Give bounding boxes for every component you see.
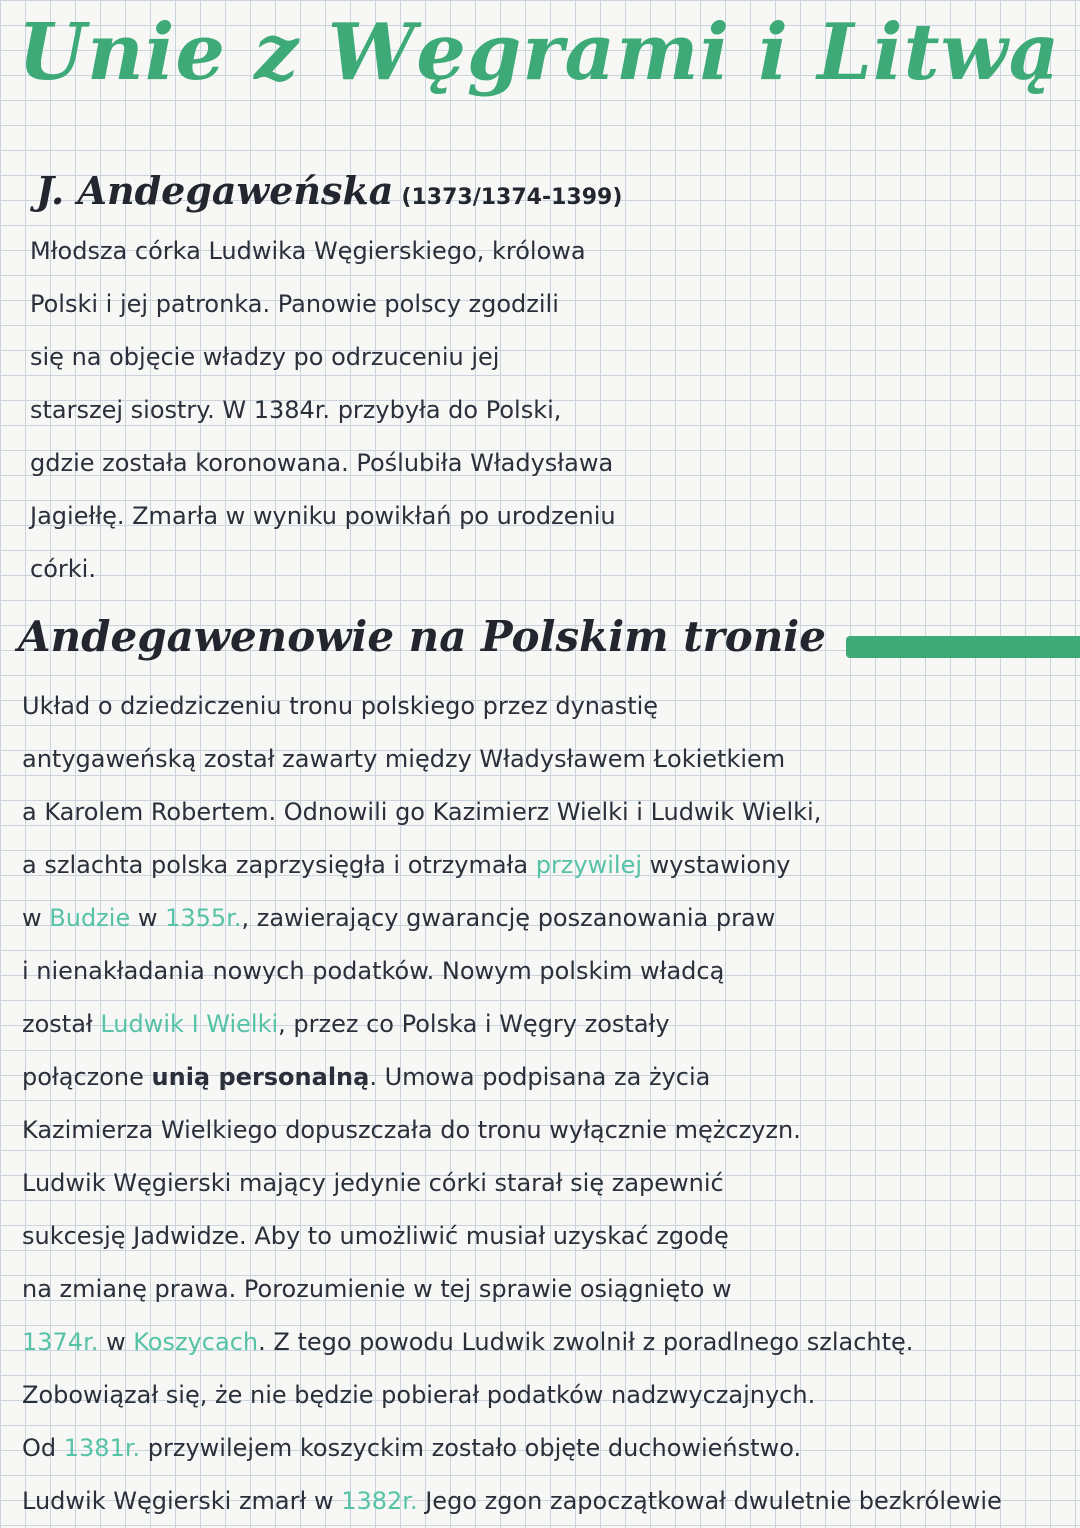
section-heading-jadwiga: [36, 168, 622, 213]
text-hl: 1374r.: [22, 1328, 99, 1356]
text-hl: 1382r.: [341, 1487, 418, 1515]
text-run: w: [98, 1328, 134, 1356]
text-hl: przywilej: [535, 851, 643, 879]
text-run: . Z tego powodu Ludwik zwolnił z poradlnego szlachtę. Zobowiązał się, że nie będzie pobierał podatków nadzwyczajnych. Od: [22, 1328, 914, 1462]
text-run: , przez co Polska i Węgry zostały połączone: [22, 1010, 670, 1091]
text-hl: Ludwik I Wielki: [100, 1010, 279, 1038]
text-run: w: [130, 904, 166, 932]
text-run: . Umowa podpisana za życia Kazimierza Wielkiego dopuszczała do tronu wyłącznie mężczyzn. Ludwik Węgierski mający jedynie córki starał się zapewnić sukcesję Jadwidze. Aby to umożliwić musiał uzyskać zgodę na zmianę prawa. Porozumienie w tej sprawie osiągnięto w: [22, 1063, 801, 1303]
section-heading-andegawenowie: Andegawenowie na Polskim tronie: [18, 612, 826, 661]
text-run: wystawiony w: [22, 851, 791, 932]
text-run: przywilejem koszyckim zostało objęte duchowieństwo. Ludwik Węgierski zmarł w: [22, 1434, 802, 1515]
section-heading-jadwiga-name: J. Andegaweńska: [36, 168, 394, 213]
paragraph-jadwiga: Młodsza córka Ludwika Węgierskiego, królowa Polski i jej patronka. Panowie polscy zgodzili się na objęcie władzy po odrzuceniu jej starszej siostry. W 1384r. przybyła do Polski, gdzie została koronowana. Poślubiła Władysława Jagiełłę. Zmarła w wyniku powikłań po urodzeniu córki.: [30, 237, 616, 583]
text-hl: 1381r.: [63, 1434, 141, 1462]
section-heading-jadwiga-dates: (1373/1374-1399): [401, 185, 623, 210]
text-run: Jego zgon zapoczątkował dwuletnie bezkrólewie: [417, 1487, 1002, 1515]
text-run: Układ o dziedziczeniu tronu polskiego przez dynastię antygaweńską został zawarty między Władysławem Łokietkiem a Karolem Robertem. Odnowili go Kazimierz Wielki i Ludwik Wielki, a szlachta polska zaprzysięgła i otrzymała: [22, 692, 822, 879]
page-title: Unie z Węgrami i Litwą: [18, 7, 1061, 98]
text-run: , zawierający gwarancję poszanowania praw i nienakładania nowych podatków. Nowym polskim władcą został: [22, 904, 776, 1038]
paragraph-andegawenowie: [22, 680, 1072, 1528]
text-hl: Budzie: [49, 904, 131, 932]
marker-underline: [846, 636, 1080, 658]
text-hl: 1355r.: [165, 904, 242, 932]
text-hl: Koszycach: [133, 1328, 259, 1356]
text-bold: unią personalną: [151, 1063, 370, 1091]
